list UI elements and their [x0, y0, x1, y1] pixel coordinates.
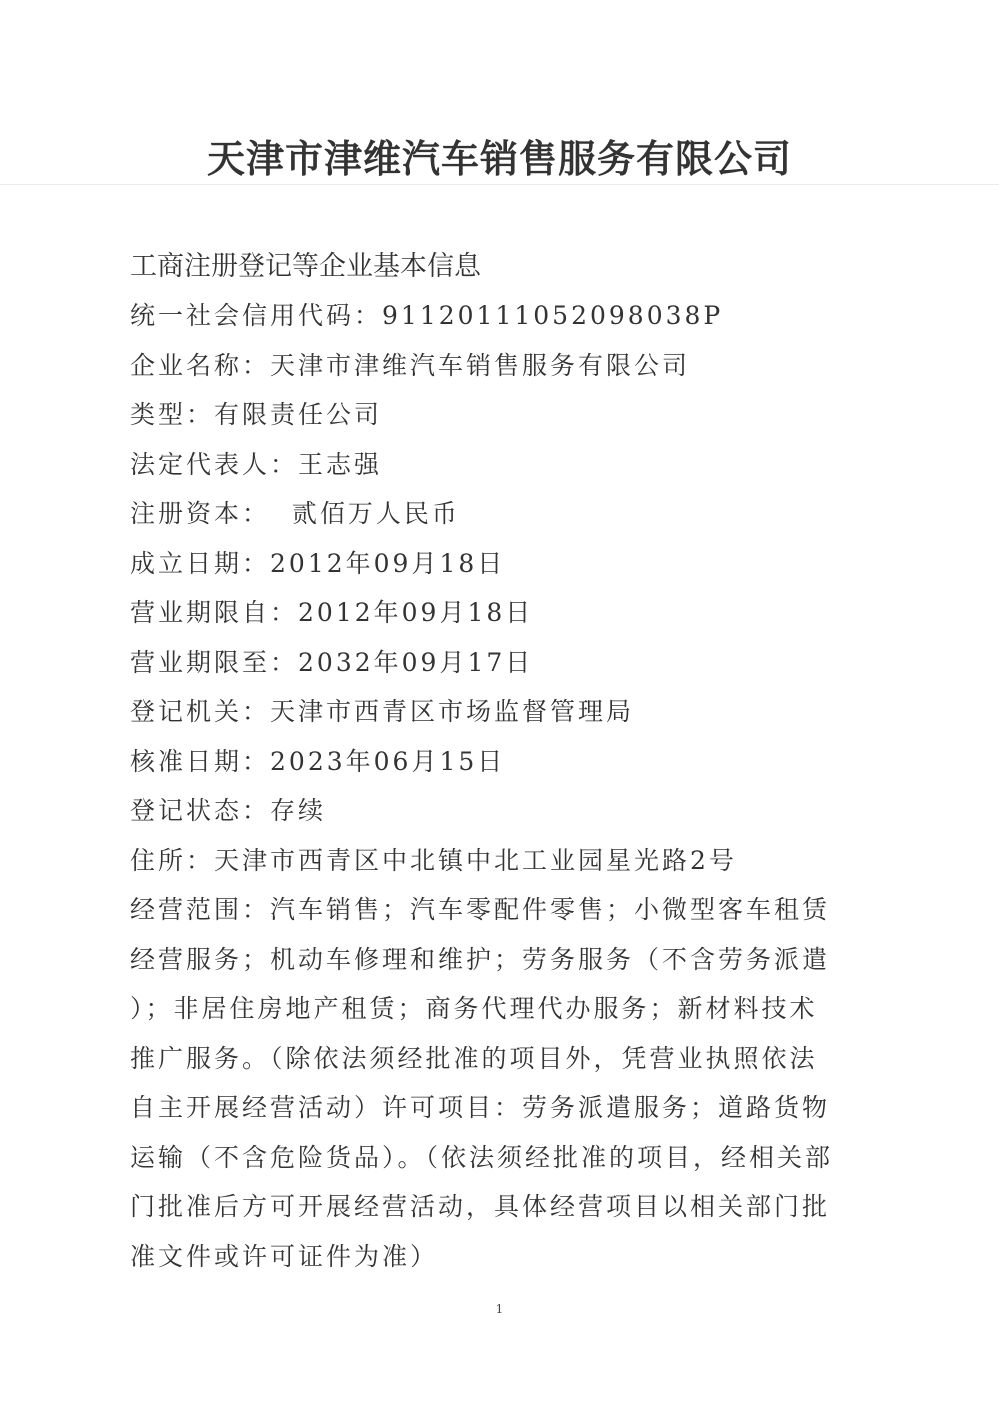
- scope-line: 运输（不含危险货品）。（依法须经批准的项目，经相关部: [130, 1142, 834, 1172]
- field-value: 2012年09月18日: [270, 548, 506, 578]
- scope-line: ）；非居住房地产租赁；商务代理代办服务；新材料技术: [130, 994, 818, 1023]
- info-field-row: [130, 791, 326, 827]
- field-label: 成立日期：: [130, 548, 271, 578]
- field-value: 2023年06月15日: [270, 746, 506, 776]
- info-field-row: [130, 296, 723, 332]
- info-field-row: [130, 643, 533, 679]
- field-value: 2012年09月18日: [298, 598, 534, 627]
- field-value: 91120111052098038P: [382, 301, 724, 330]
- scope-line: 经营范围：汽车销售；汽车零配件零售；小微型客车租赁: [130, 895, 831, 924]
- field-value: 2032年09月17日: [298, 647, 534, 677]
- info-field-row: [130, 395, 382, 431]
- page-number: 1: [495, 1302, 504, 1316]
- field-label: 营业期限自：: [130, 598, 299, 627]
- field-value: 天津市西青区市场监督管理局: [270, 697, 635, 726]
- info-field-row: [130, 593, 533, 629]
- document-title: 天津市津维汽车销售服务有限公司: [206, 137, 792, 181]
- field-label: 注册资本：: [130, 499, 271, 528]
- info-field-row: [130, 742, 505, 778]
- scope-line: 自主开展经营活动）许可项目：劳务派遣服务；道路货物: [130, 1093, 831, 1122]
- field-value: 天津市津维汽车销售服务有限公司: [270, 350, 691, 380]
- field-value: 贰佰万人民币: [270, 499, 460, 528]
- field-value: 天津市西青区中北镇中北工业园星光路2号: [214, 845, 737, 875]
- title-divider: [0, 184, 999, 185]
- info-field-row: [130, 494, 460, 530]
- field-label: 营业期限至：: [130, 647, 299, 677]
- field-label: 企业名称：: [130, 350, 271, 380]
- field-value: 存续: [270, 796, 327, 825]
- field-label: 核准日期：: [130, 746, 271, 776]
- info-field-row: [130, 346, 690, 382]
- field-label: 登记机关：: [130, 697, 271, 726]
- info-field-row: [130, 841, 737, 877]
- info-field-row: [130, 445, 382, 481]
- scope-line: 经营服务；机动车修理和维护；劳务服务（不含劳务派遣: [130, 944, 831, 974]
- scope-line: 推广服务。（除依法须经批准的项目外，凭营业执照依法: [130, 1043, 818, 1073]
- scope-line: 门批准后方可开展经营活动，具体经营项目以相关部门批: [130, 1192, 831, 1221]
- section-heading: 工商注册登记等企业基本信息: [130, 251, 481, 282]
- field-label: 登记状态：: [130, 796, 271, 825]
- scope-line: 准文件或许可证件为准）: [130, 1241, 439, 1271]
- field-label: 类型：: [130, 400, 215, 429]
- field-value: 有限责任公司: [214, 400, 383, 429]
- field-label: 法定代表人：: [130, 449, 299, 479]
- field-value: 王志强: [298, 449, 383, 479]
- field-label: 统一社会信用代码：: [130, 301, 383, 330]
- info-field-row: [130, 544, 505, 580]
- field-label: 住所：: [130, 845, 215, 875]
- info-field-row: [130, 692, 634, 728]
